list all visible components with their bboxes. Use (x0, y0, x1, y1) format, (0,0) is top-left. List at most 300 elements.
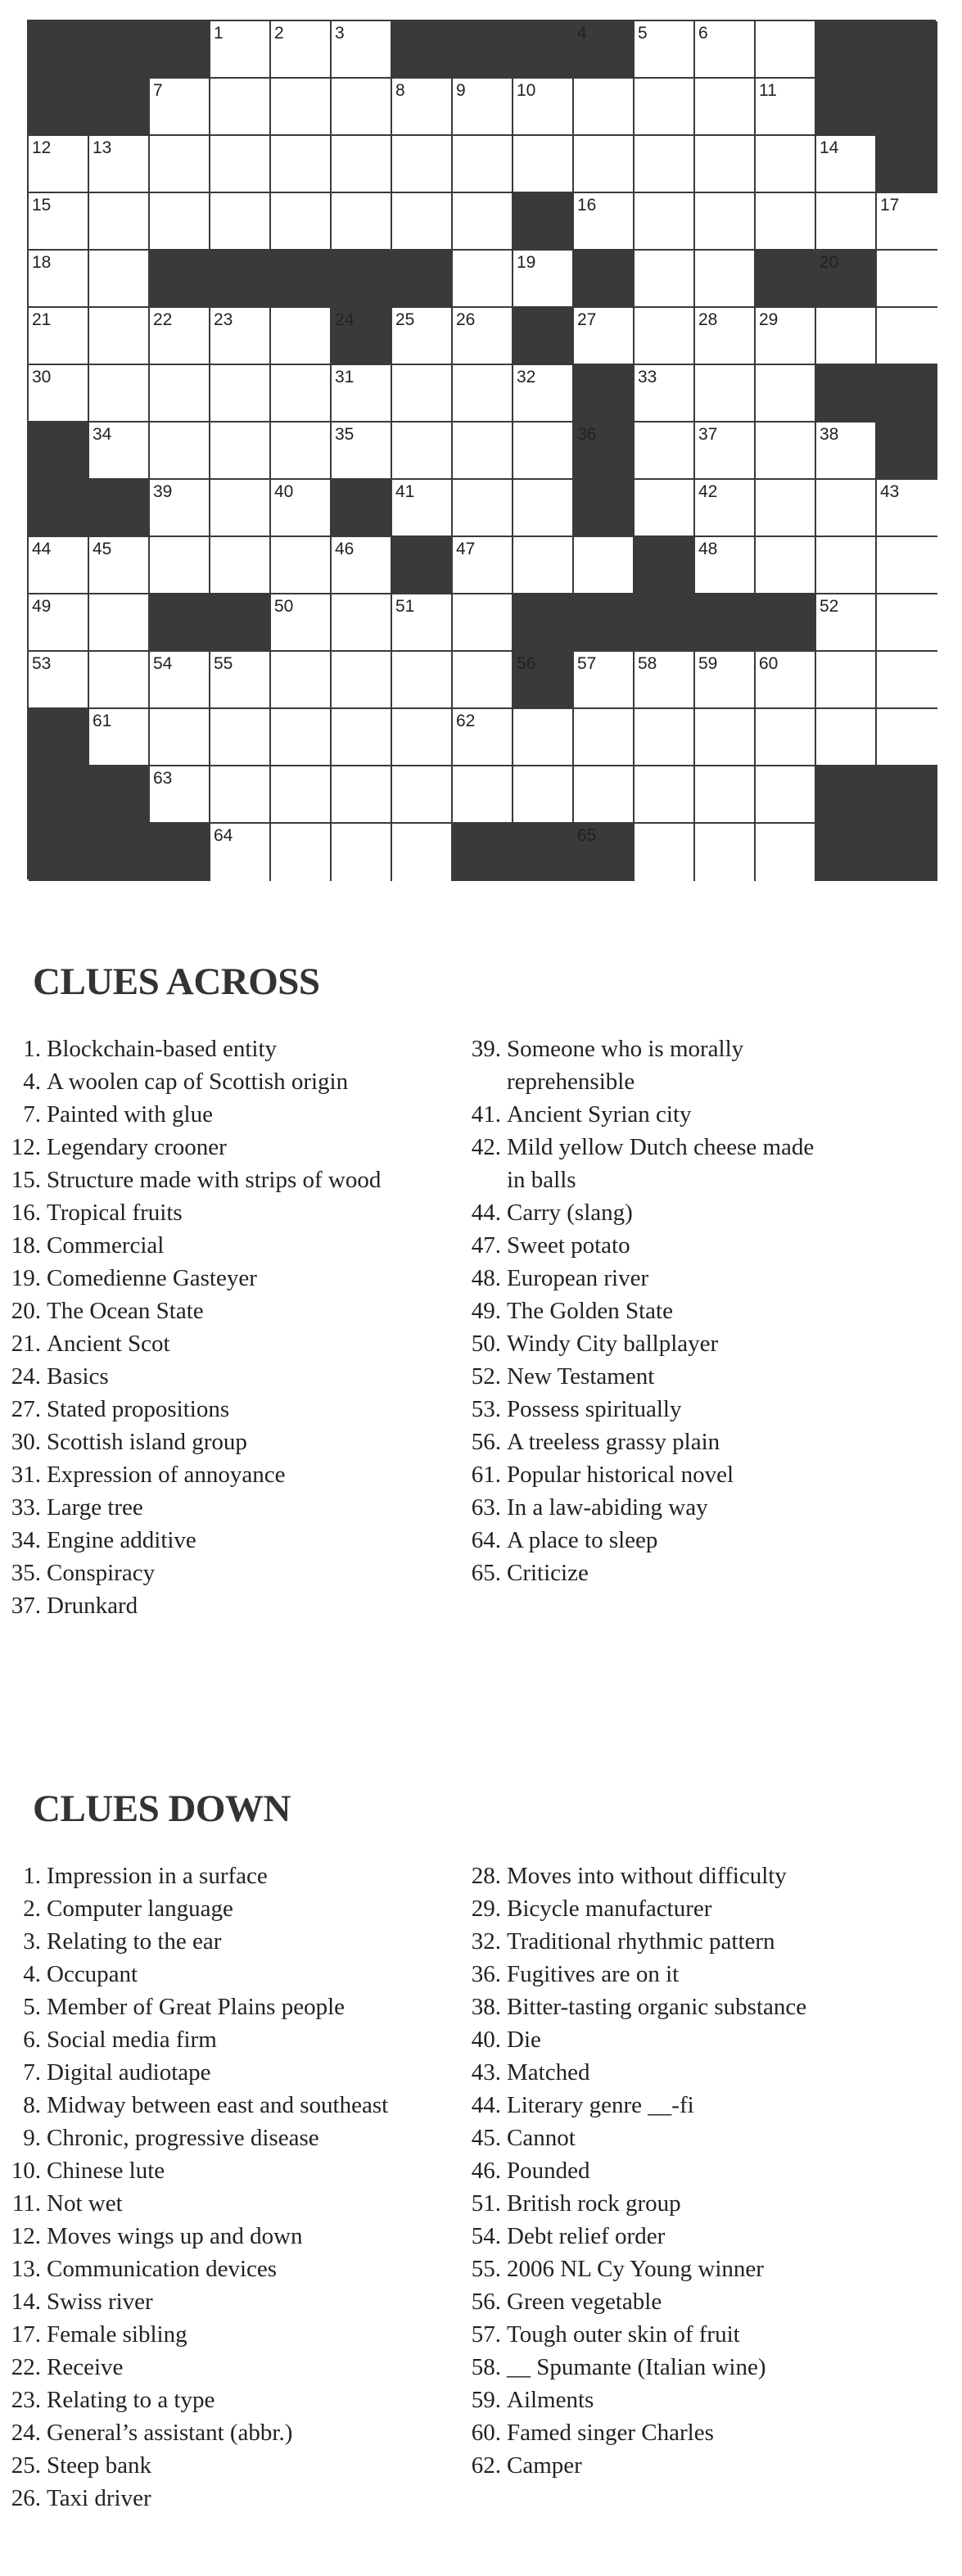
grid-cell[interactable] (635, 480, 695, 537)
grid-cell[interactable] (877, 652, 937, 709)
grid-cell[interactable] (816, 136, 877, 193)
grid-cell[interactable] (574, 652, 635, 709)
grid-cell[interactable] (574, 193, 635, 251)
grid-cell[interactable] (332, 79, 392, 136)
grid-cell[interactable] (29, 193, 89, 251)
cell-number: 49 (32, 597, 52, 616)
grid-cell[interactable] (877, 308, 937, 365)
grid-cell[interactable] (271, 79, 332, 136)
cell-number: 40 (274, 482, 294, 501)
grid-cell[interactable] (756, 652, 816, 709)
grid-cell[interactable] (695, 365, 756, 423)
clue-item (7, 1557, 449, 1589)
grid-block (29, 766, 89, 824)
cell-number: 31 (335, 368, 355, 386)
grid-cell[interactable] (271, 537, 332, 594)
clue-text: Large tree (47, 1494, 143, 1521)
clue-text: A treeless grassy plain (507, 1429, 720, 1455)
grid-block (816, 824, 877, 881)
clue-item (467, 1925, 925, 1958)
clue-number: 12. (11, 1134, 41, 1160)
cell-number: 51 (395, 597, 415, 616)
grid-block (89, 824, 150, 881)
grid-cell[interactable] (574, 136, 635, 193)
grid-cell[interactable] (271, 594, 332, 652)
grid-cell[interactable] (574, 537, 635, 594)
grid-cell[interactable] (150, 652, 210, 709)
clue-number: 41. (471, 1101, 501, 1128)
grid-cell[interactable] (695, 308, 756, 365)
grid-cell[interactable] (210, 21, 271, 79)
grid-cell[interactable] (513, 480, 574, 537)
grid-cell[interactable] (877, 480, 937, 537)
grid-block (210, 251, 271, 308)
grid-cell[interactable] (150, 79, 210, 136)
grid-cell[interactable] (29, 136, 89, 193)
grid-cell[interactable] (271, 193, 332, 251)
clue-text: Criticize (507, 1560, 589, 1586)
grid-cell[interactable] (756, 709, 816, 766)
clue-number: 4. (23, 1069, 41, 1095)
grid-cell[interactable] (89, 136, 150, 193)
cell-number: 60 (759, 654, 779, 673)
grid-cell[interactable] (89, 365, 150, 423)
grid-cell[interactable] (635, 21, 695, 79)
grid-cell[interactable] (89, 537, 150, 594)
clues-down-heading: CLUES DOWN (33, 1787, 291, 1830)
grid-cell[interactable] (150, 423, 210, 480)
grid-cell[interactable] (29, 308, 89, 365)
grid-cell[interactable] (695, 193, 756, 251)
clue-number: 18. (11, 1232, 41, 1259)
grid-cell[interactable] (210, 365, 271, 423)
grid-block (877, 365, 937, 423)
clue-item (7, 2482, 449, 2515)
grid-cell[interactable] (332, 766, 392, 824)
grid-cell[interactable] (392, 193, 453, 251)
cell-number: 35 (335, 425, 355, 444)
clue-text: Blockchain-based entity (47, 1036, 278, 1062)
clue-number: 7. (23, 1101, 41, 1128)
grid-cell[interactable] (453, 537, 513, 594)
grid-cell[interactable] (816, 709, 877, 766)
grid-cell[interactable] (29, 537, 89, 594)
cell-number: 59 (698, 654, 718, 673)
grid-cell[interactable] (756, 136, 816, 193)
grid-cell[interactable] (150, 136, 210, 193)
clue-text: Scottish island group (47, 1429, 247, 1455)
grid-cell[interactable] (635, 824, 695, 881)
clue-text: Camper (507, 2452, 582, 2479)
clue-text: Relating to the ear (47, 1928, 222, 1955)
grid-cell[interactable] (332, 193, 392, 251)
grid-cell[interactable] (271, 824, 332, 881)
grid-cell[interactable] (574, 766, 635, 824)
grid-cell[interactable] (877, 251, 937, 308)
grid-cell[interactable] (210, 193, 271, 251)
cell-number: 24 (335, 310, 355, 329)
clue-text: New Testament (507, 1363, 655, 1390)
grid-cell[interactable] (816, 308, 877, 365)
clue-number: 35. (11, 1560, 41, 1586)
grid-cell[interactable] (150, 709, 210, 766)
grid-cell[interactable] (89, 423, 150, 480)
grid-cell[interactable] (271, 365, 332, 423)
clue-item (7, 1426, 449, 1458)
grid-cell[interactable] (271, 766, 332, 824)
clue-text: Drunkard (47, 1593, 138, 1619)
clue-number: 36. (471, 1961, 501, 1987)
grid-block (29, 824, 89, 881)
grid-block (332, 308, 392, 365)
grid-cell[interactable] (877, 594, 937, 652)
grid-cell[interactable] (89, 709, 150, 766)
clue-number: 25. (11, 2452, 41, 2479)
grid-cell[interactable] (453, 652, 513, 709)
cell-number: 12 (32, 138, 52, 157)
grid-cell[interactable] (574, 308, 635, 365)
grid-cell[interactable] (877, 709, 937, 766)
clue-text: Literary genre __-fi (507, 2092, 694, 2118)
clue-number: 3. (23, 1928, 41, 1955)
grid-block (816, 766, 877, 824)
grid-cell[interactable] (392, 652, 453, 709)
grid-cell[interactable] (271, 652, 332, 709)
grid-cell[interactable] (816, 537, 877, 594)
clue-text: Mild yellow Dutch cheese made (507, 1134, 815, 1160)
clue-number: 17. (11, 2321, 41, 2348)
grid-cell[interactable] (210, 136, 271, 193)
clue-item (7, 1458, 449, 1491)
clue-number: 26. (11, 2485, 41, 2511)
clue-text: 2006 NL Cy Young winner (507, 2256, 764, 2282)
grid-cell[interactable] (89, 193, 150, 251)
clue-number: 1. (23, 1036, 41, 1062)
grid-cell[interactable] (210, 480, 271, 537)
clue-text: Bicycle manufacturer (507, 1896, 712, 1922)
clue-item (467, 1196, 925, 1229)
grid-cell[interactable] (332, 136, 392, 193)
clue-text: Swiss river (47, 2289, 153, 2315)
grid-cell[interactable] (513, 251, 574, 308)
grid-cell[interactable] (210, 824, 271, 881)
clue-text: Ancient Syrian city (507, 1101, 692, 1128)
grid-cell[interactable] (332, 594, 392, 652)
clue-item (467, 2187, 925, 2220)
clue-number: 40. (471, 2027, 501, 2053)
grid-cell[interactable] (332, 365, 392, 423)
cell-number: 53 (32, 654, 52, 673)
grid-cell[interactable] (695, 79, 756, 136)
grid-cell[interactable] (29, 594, 89, 652)
clue-number: 42. (471, 1134, 501, 1160)
cell-number: 37 (698, 425, 718, 444)
clue-item (467, 1098, 925, 1131)
grid-cell[interactable] (695, 251, 756, 308)
clue-number: 53. (471, 1396, 501, 1422)
grid-cell[interactable] (210, 709, 271, 766)
cell-number: 62 (456, 712, 476, 730)
grid-cell[interactable] (210, 308, 271, 365)
grid-cell[interactable] (574, 79, 635, 136)
grid-cell[interactable] (332, 824, 392, 881)
clue-text: The Ocean State (47, 1298, 204, 1324)
cell-number: 32 (517, 368, 536, 386)
clue-number: 32. (471, 1928, 501, 1955)
clue-text: Expression of annoyance (47, 1462, 286, 1488)
clue-text: European river (507, 1265, 649, 1291)
grid-cell[interactable] (392, 824, 453, 881)
clue-text: Chronic, progressive disease (47, 2125, 319, 2151)
clue-item (7, 2187, 449, 2220)
clue-item (7, 2449, 449, 2482)
grid-block (756, 594, 816, 652)
clue-number: 23. (11, 2387, 41, 2413)
grid-cell[interactable] (332, 709, 392, 766)
clue-number: 47. (471, 1232, 501, 1259)
grid-cell[interactable] (756, 21, 816, 79)
grid-cell[interactable] (453, 766, 513, 824)
grid-cell[interactable] (756, 423, 816, 480)
grid-cell[interactable] (453, 193, 513, 251)
clue-text: Comedienne Gasteyer (47, 1265, 257, 1291)
grid-block (89, 480, 150, 537)
grid-cell[interactable] (89, 308, 150, 365)
clue-text: Steep bank (47, 2452, 152, 2479)
grid-cell[interactable] (695, 766, 756, 824)
grid-cell[interactable] (392, 423, 453, 480)
grid-cell[interactable] (695, 537, 756, 594)
grid-cell[interactable] (150, 480, 210, 537)
clue-item (7, 2023, 449, 2056)
grid-cell[interactable] (695, 824, 756, 881)
grid-cell[interactable] (271, 308, 332, 365)
grid-cell[interactable] (816, 652, 877, 709)
clue-item (467, 2056, 925, 2089)
grid-cell[interactable] (453, 423, 513, 480)
grid-cell[interactable] (513, 537, 574, 594)
grid-cell[interactable] (453, 136, 513, 193)
clue-text: Matched (507, 2059, 590, 2086)
grid-cell[interactable] (392, 480, 453, 537)
grid-cell[interactable] (89, 251, 150, 308)
grid-cell[interactable] (756, 480, 816, 537)
grid-cell[interactable] (513, 136, 574, 193)
grid-cell[interactable] (756, 79, 816, 136)
grid-cell[interactable] (635, 365, 695, 423)
grid-block (332, 480, 392, 537)
grid-cell[interactable] (635, 652, 695, 709)
grid-cell[interactable] (756, 766, 816, 824)
clue-number: 50. (471, 1331, 501, 1357)
grid-cell[interactable] (635, 766, 695, 824)
grid-cell[interactable] (29, 251, 89, 308)
cell-number: 14 (820, 138, 839, 157)
grid-cell[interactable] (695, 709, 756, 766)
grid-block (877, 766, 937, 824)
grid-cell[interactable] (210, 652, 271, 709)
grid-cell[interactable] (695, 136, 756, 193)
grid-cell[interactable] (210, 423, 271, 480)
clue-number: 64. (471, 1527, 501, 1553)
grid-cell[interactable] (695, 21, 756, 79)
grid-cell[interactable] (271, 423, 332, 480)
grid-cell[interactable] (816, 594, 877, 652)
grid-cell[interactable] (332, 537, 392, 594)
grid-cell[interactable] (332, 21, 392, 79)
grid-cell[interactable] (635, 193, 695, 251)
grid-cell[interactable] (635, 709, 695, 766)
grid-cell[interactable] (635, 136, 695, 193)
grid-block (29, 21, 89, 79)
grid-cell[interactable] (150, 537, 210, 594)
grid-cell[interactable] (210, 766, 271, 824)
down-clues-left-column (7, 1860, 449, 2515)
clue-text: Windy City ballplayer (507, 1331, 719, 1357)
grid-block (453, 21, 513, 79)
grid-cell[interactable] (89, 594, 150, 652)
clue-item (7, 2416, 449, 2449)
grid-cell[interactable] (271, 709, 332, 766)
grid-cell[interactable] (210, 537, 271, 594)
grid-cell[interactable] (29, 652, 89, 709)
clue-item (467, 1458, 925, 1491)
grid-cell[interactable] (453, 709, 513, 766)
grid-block (635, 594, 695, 652)
clue-number: 52. (471, 1363, 501, 1390)
clue-item (7, 2089, 449, 2122)
cell-number: 57 (577, 654, 597, 673)
grid-cell[interactable] (635, 308, 695, 365)
clue-text: Taxi driver (47, 2485, 151, 2511)
grid-block (877, 423, 937, 480)
grid-cell[interactable] (89, 652, 150, 709)
clue-number: 28. (471, 1863, 501, 1889)
grid-cell[interactable] (392, 365, 453, 423)
grid-cell[interactable] (513, 766, 574, 824)
clue-item (467, 2351, 925, 2384)
grid-cell[interactable] (453, 308, 513, 365)
clue-item (467, 2416, 925, 2449)
grid-block (513, 652, 574, 709)
grid-cell[interactable] (756, 365, 816, 423)
clue-number: 33. (11, 1494, 41, 1521)
clue-item (7, 1958, 449, 1991)
grid-cell[interactable] (29, 365, 89, 423)
grid-cell[interactable] (392, 766, 453, 824)
clue-number: 1. (23, 1863, 41, 1889)
grid-cell[interactable] (271, 136, 332, 193)
grid-cell[interactable] (513, 79, 574, 136)
grid-cell[interactable] (332, 423, 392, 480)
grid-cell[interactable] (150, 193, 210, 251)
cell-number: 2 (274, 24, 284, 43)
grid-cell[interactable] (574, 709, 635, 766)
grid-cell[interactable] (635, 251, 695, 308)
clue-number: 10. (11, 2158, 41, 2184)
grid-cell[interactable] (695, 652, 756, 709)
grid-cell[interactable] (695, 423, 756, 480)
grid-block (877, 136, 937, 193)
grid-cell[interactable] (877, 537, 937, 594)
clue-number: 57. (471, 2321, 501, 2348)
clue-item (467, 2154, 925, 2187)
grid-cell[interactable] (392, 136, 453, 193)
clue-number: 38. (471, 1994, 501, 2020)
grid-cell[interactable] (150, 766, 210, 824)
clue-item (467, 1860, 925, 1892)
grid-cell[interactable] (150, 365, 210, 423)
grid-cell[interactable] (453, 365, 513, 423)
grid-cell[interactable] (635, 79, 695, 136)
grid-cell[interactable] (453, 594, 513, 652)
grid-cell[interactable] (756, 824, 816, 881)
grid-cell[interactable] (513, 423, 574, 480)
grid-cell[interactable] (210, 79, 271, 136)
grid-cell[interactable] (756, 537, 816, 594)
grid-cell[interactable] (816, 423, 877, 480)
grid-block (392, 537, 453, 594)
grid-cell[interactable] (816, 193, 877, 251)
grid-cell[interactable] (756, 308, 816, 365)
grid-cell[interactable] (453, 480, 513, 537)
cell-number: 43 (880, 482, 900, 501)
clue-number: 16. (11, 1200, 41, 1226)
clue-text: Occupant (47, 1961, 138, 1987)
grid-cell[interactable] (271, 21, 332, 79)
grid-block (150, 251, 210, 308)
grid-cell[interactable] (635, 423, 695, 480)
grid-cell[interactable] (756, 193, 816, 251)
grid-block (574, 251, 635, 308)
clue-number: 19. (11, 1265, 41, 1291)
grid-block (210, 594, 271, 652)
grid-block (574, 21, 635, 79)
clue-text: Possess spiritually (507, 1396, 682, 1422)
grid-cell[interactable] (392, 308, 453, 365)
clue-number: 39. (471, 1036, 501, 1062)
grid-cell[interactable] (392, 594, 453, 652)
clue-text: General’s assistant (abbr.) (47, 2420, 293, 2446)
clue-number: 61. (471, 1462, 501, 1488)
grid-cell[interactable] (453, 251, 513, 308)
grid-block (513, 824, 574, 881)
grid-cell[interactable] (513, 709, 574, 766)
grid-cell[interactable] (513, 365, 574, 423)
grid-cell[interactable] (150, 308, 210, 365)
clue-number: 48. (471, 1265, 501, 1291)
across-clues-right-column (467, 1033, 925, 1589)
across-clues-left-column (7, 1033, 449, 1622)
grid-cell[interactable] (332, 652, 392, 709)
grid-cell[interactable] (877, 193, 937, 251)
cell-number: 54 (153, 654, 173, 673)
clue-item (467, 1065, 925, 1098)
grid-cell[interactable] (392, 79, 453, 136)
clue-text: In a law-abiding way (507, 1494, 708, 1521)
grid-cell[interactable] (816, 480, 877, 537)
grid-cell[interactable] (695, 480, 756, 537)
clue-item (7, 1229, 449, 1262)
clue-item (7, 1327, 449, 1360)
grid-cell[interactable] (453, 79, 513, 136)
clue-text: Relating to a type (47, 2387, 215, 2413)
clue-item (7, 1360, 449, 1393)
clue-number: 56. (471, 1429, 501, 1455)
clue-text: Cannot (507, 2125, 576, 2151)
grid-cell[interactable] (392, 709, 453, 766)
grid-cell[interactable] (271, 480, 332, 537)
